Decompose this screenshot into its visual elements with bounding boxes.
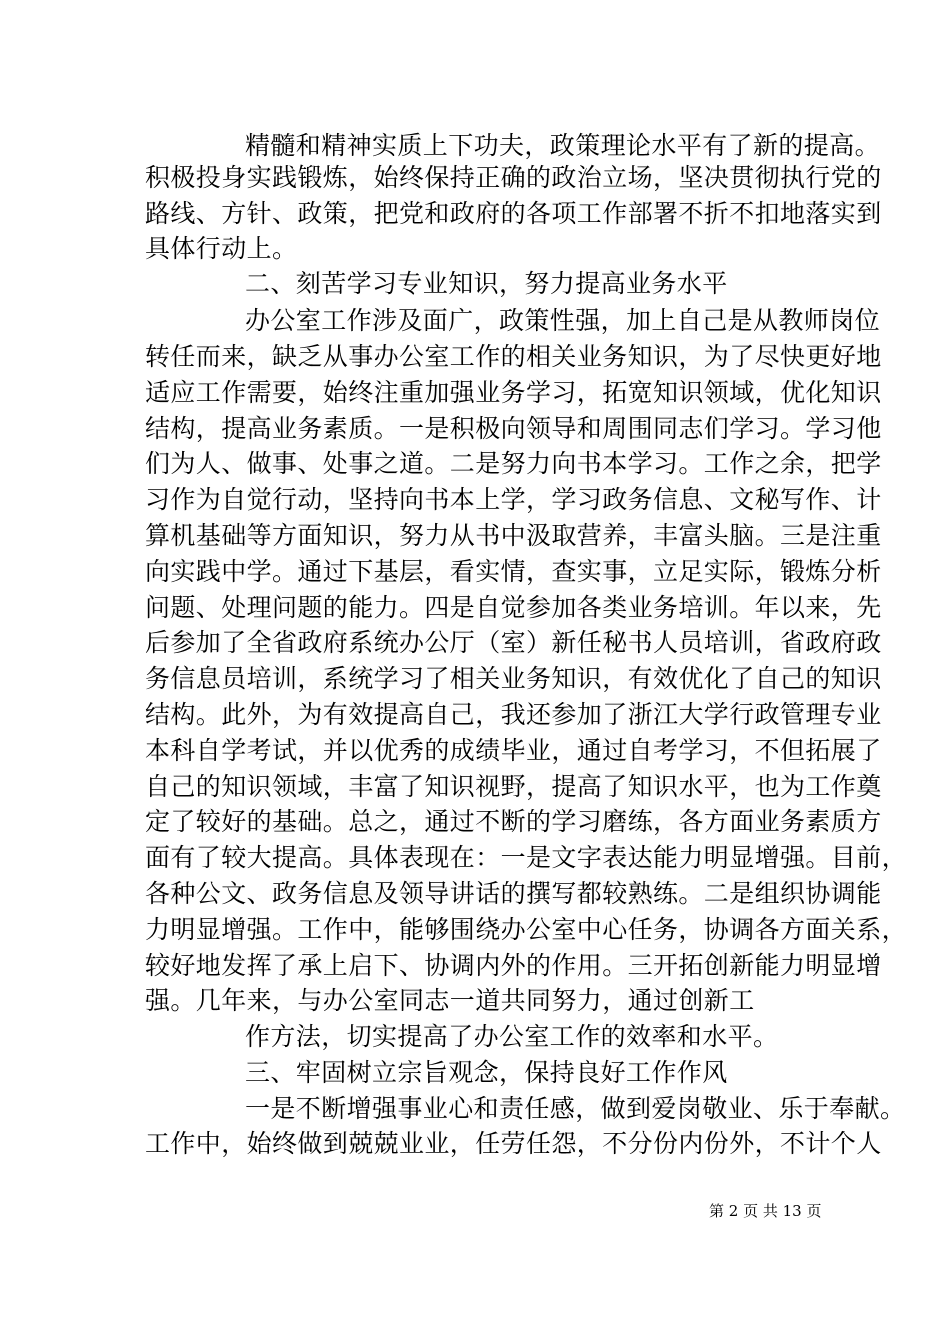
text-line: 定了较好的基础。总之，通过不断的学习磨练，各方面业务素质方 — [145, 807, 882, 836]
text-line: 习作为自觉行动，坚持向书本上学，学习政务信息、文秘写作、计 — [145, 485, 882, 514]
text-line: 一是不断增强事业心和责任感，做到爱岗敬业、乐于奉献。 — [245, 1094, 906, 1123]
page-number-footer: 第 2 页 共 13 页 — [709, 1202, 822, 1220]
section-heading: 二、刻苦学习专业知识，努力提高业务水平 — [245, 269, 728, 298]
text-line: 务信息员培训，系统学习了相关业务知识，有效优化了自己的知识 — [145, 664, 882, 693]
text-line: 路线、方针、政策，把党和政府的各项工作部署不折不扣地落实到 — [145, 199, 882, 228]
section-heading: 三、牢固树立宗旨观念，保持良好工作作风 — [245, 1058, 728, 1087]
text-line: 各种公文、政务信息及领导讲话的撰写都较熟练。二是组织协调能 — [145, 879, 882, 908]
text-line: 作方法，切实提高了办公室工作的效率和水平。 — [245, 1022, 779, 1051]
text-line: 积极投身实践锻炼，始终保持正确的政治立场，坚决贯彻执行党的 — [145, 163, 882, 192]
text-line: 办公室工作涉及面广，政策性强，加上自己是从教师岗位 — [245, 306, 881, 335]
text-line: 转任而来，缺乏从事办公室工作的相关业务知识，为了尽快更好地 — [145, 342, 882, 371]
text-line: 问题、处理问题的能力。四是自觉参加各类业务培训。年以来，先 — [145, 593, 882, 622]
text-line: 后参加了全省政府系统办公厅（室）新任秘书人员培训，省政府政 — [145, 628, 882, 657]
text-line: 算机基础等方面知识，努力从书中汲取营养，丰富头脑。三是注重 — [145, 521, 882, 550]
text-line: 精髓和精神实质上下功夫，政策理论水平有了新的提高。 — [245, 131, 881, 160]
text-line: 们为人、做事、处事之道。二是努力向书本学习。工作之余，把学 — [145, 449, 882, 478]
text-line: 适应工作需要，始终注重加强业务学习，拓宽知识领域，优化知识 — [145, 378, 882, 407]
text-line: 本科自学考试，并以优秀的成绩毕业，通过自考学习，不但拓展了 — [145, 736, 882, 765]
text-line: 面有了较大提高。具体表现在：一是文字表达能力明显增强。目前， — [145, 843, 908, 872]
text-line: 较好地发挥了承上启下、协调内外的作用。三开拓创新能力明显增 — [145, 951, 882, 980]
text-line: 向实践中学。通过下基层，看实情，查实事，立足实际，锻炼分析 — [145, 557, 882, 586]
text-line: 结构，提高业务素质。一是积极向领导和周围同志们学习。学习他 — [145, 414, 882, 443]
text-line: 工作中，始终做到兢兢业业，任劳任怨，不分份内份外，不计个人 — [145, 1129, 882, 1158]
text-line: 结构。此外，为有效提高自己，我还参加了浙江大学行政管理专业 — [145, 700, 882, 729]
text-line: 自己的知识领域，丰富了知识视野，提高了知识水平，也为工作奠 — [145, 772, 882, 801]
text-line: 力明显增强。工作中，能够围绕办公室中心任务，协调各方面关系， — [145, 915, 908, 944]
text-line: 具体行动上。 — [145, 234, 298, 263]
text-line: 强。几年来，与办公室同志一道共同努力，通过创新工 — [145, 986, 755, 1015]
